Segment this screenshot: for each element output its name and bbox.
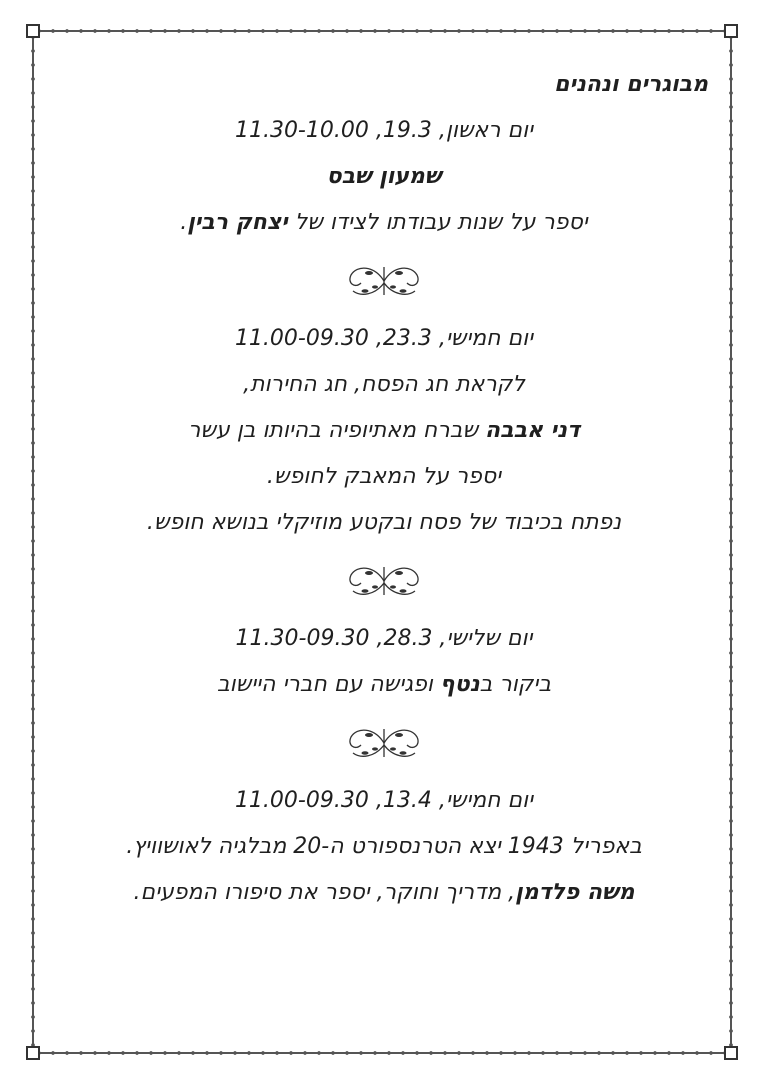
event-date: יום ראשון, 19.3, 11.30-10.00 <box>234 118 534 143</box>
divider-ornament <box>60 246 708 316</box>
flourish-icon <box>339 559 429 603</box>
corner-ornament <box>724 1046 738 1060</box>
event-description <box>60 870 708 916</box>
event-bold-text: משה פלדמן <box>515 880 635 905</box>
border-right-line <box>730 30 732 1054</box>
corner-ornament <box>724 24 738 38</box>
event-date: יום שלישי, 28.3, 11.30-09.30 <box>235 626 533 651</box>
event-text-after: שברח מאתיופיה בהיותו בן עשר <box>187 418 486 443</box>
event-description <box>60 662 708 708</box>
program-heading: מבוגרים ונהנים <box>554 72 708 97</box>
event-text: ביקור ב <box>479 672 552 697</box>
event-description <box>60 200 708 246</box>
event-description: נפתח בכיבוד של פסח ובקטע מוזיקלי בנושא חופש. <box>146 510 622 535</box>
event-description: יספר על המאבק לחופש. <box>266 464 502 489</box>
event-text-after: , מדריך וחוקר, יספר את סיפורו המפעים. <box>133 880 516 905</box>
event-date: יום חמישי, 13.4, 11.00-09.30 <box>234 788 534 813</box>
divider-ornament <box>60 708 708 778</box>
border-bottom-line <box>32 1052 732 1054</box>
event-speaker: שמעון שבס <box>326 164 442 189</box>
corner-ornament <box>26 24 40 38</box>
event-text: יספר על שנות עבודתו לצידו של <box>287 210 588 235</box>
program-content <box>60 62 708 916</box>
corner-ornament <box>26 1046 40 1060</box>
event-bold-text: יצחק רבין <box>187 210 288 235</box>
event-description: לקראת חג הפסח, חג החירות, <box>243 372 525 397</box>
flourish-icon <box>339 259 429 303</box>
border-left-line <box>32 30 34 1054</box>
event-text-after: ופגישה עם חברי היישוב <box>216 672 440 697</box>
event-description: באפריל 1943 יצא הטרנספורט ה-20 מבלגיה לאושוויץ. <box>126 834 642 859</box>
event-description <box>60 408 708 454</box>
divider-ornament <box>60 546 708 616</box>
event-text-after: . <box>180 210 188 235</box>
event-bold-text: נטף <box>439 672 480 697</box>
flourish-icon <box>339 721 429 765</box>
event-date: יום חמישי, 23.3, 11.00-09.30 <box>234 326 534 351</box>
border-top-line <box>32 30 732 32</box>
event-bold-text: דני אבבה <box>485 418 581 443</box>
